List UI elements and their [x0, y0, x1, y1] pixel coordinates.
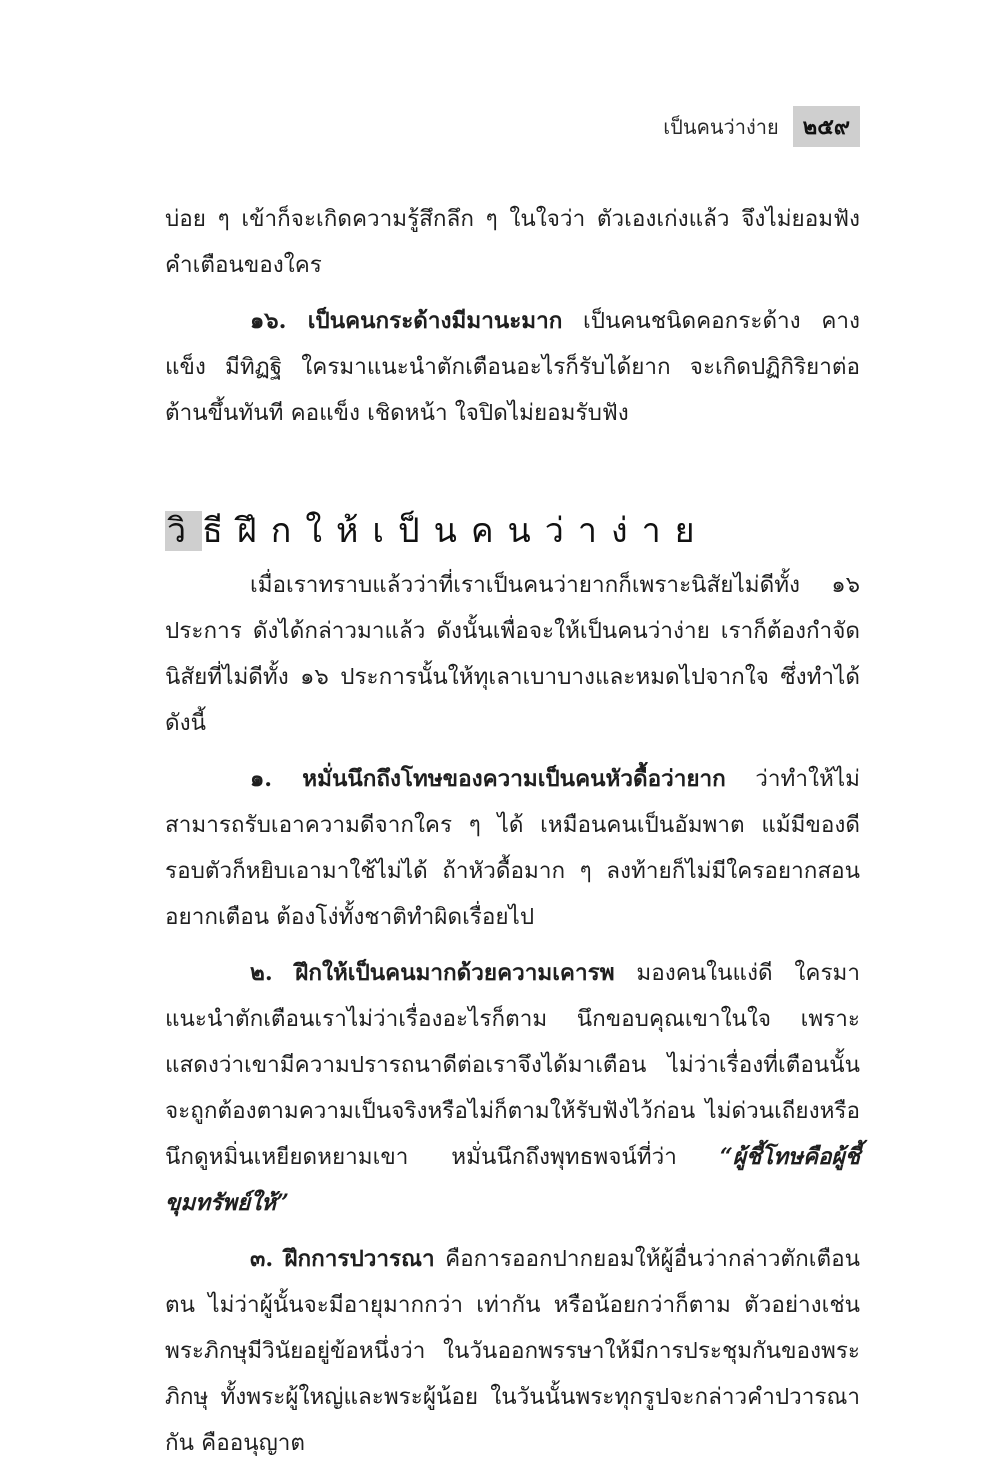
- item-3-body: คือการออกปากยอมให้ผู้อื่นว่ากล่าวตักเตือนตน ไม่ว่าผู้นั้นจะมีอายุมากกว่า เท่ากัน หรือน้อยกว่าก็ตาม ตัวอย่างเช่น พระภิกษุมีวินัยอยู่ข้อหนึ่งว่า ในวันออกพรรษาให้มีการประชุมกันของพระภิกษุ ทั้งพระผู้ใหญ่และพระผู้น้อย ในวันนั้นพระทุกรูปจะกล่าวคำปวารณากัน คืออนุญาต: [165, 1246, 860, 1456]
- item-2-quote: “ผู้ชี้โทษคือผู้ชี้ขุมทรัพย์ให้”: [165, 1144, 860, 1216]
- section-intro: เมื่อเราทราบแล้วว่าที่เราเป็นคนว่ายากก็เพราะนิสัยไม่ดีทั้ง ๑๖ ประการ ดังได้กล่าวมาแล้ว ดังนั้นเพื่อจะให้เป็นคนว่าง่าย เราก็ต้องกำจัดนิสัยที่ไม่ดีทั้ง ๑๖ ประการนั้นให้ทุเลาเบาบางและหมดไปจากใจ ซึ่งทำได้ดังนี้: [165, 572, 860, 736]
- paragraph-item-2: [165, 950, 860, 1226]
- page-body: [165, 196, 860, 1466]
- paragraph-item-16: [165, 298, 860, 436]
- page-number: ๒๕๙: [793, 106, 860, 147]
- running-title: เป็นคนว่าง่าย: [663, 114, 779, 139]
- item-16-body: เป็นคนชนิดคอกระด้าง คางแข็ง มีทิฏฐิ ใครมาแนะนำตักเตือนอะไรก็รับได้ยาก จะเกิดปฏิกิริยาต่อต้านขึ้นทันที คอแข็ง เชิดหน้า ใจปิดไม่ยอมรับฟัง: [165, 308, 860, 426]
- item-16-lead: ๑๖. เป็นคนกระด้างมีมานะมาก: [250, 308, 563, 334]
- item-2-body: มองคนในแง่ดี ใครมาแนะนำตักเตือนเราไม่ว่าเรื่องอะไรก็ตาม นึกขอบคุณเขาในใจ เพราะแสดงว่าเขามีความปรารถนาดีต่อเราจึงได้มาเตือน ไม่ว่าเรื่องที่เตือนนั้นจะถูกต้องตามความเป็นจริงหรือไม่ก็ตามให้รับฟังไว้ก่อน ไม่ด่วนเถียงหรือนึกดูหมิ่นเหยียดหยามเขา หมั่นนึกถึงพุทธพจน์ที่ว่า: [165, 960, 861, 1170]
- page-header: [663, 106, 860, 147]
- section-heading-rest: ธีฝึกให้เป็นคนว่าง่าย: [202, 511, 709, 551]
- paragraph-item-1: [165, 756, 860, 940]
- paragraph-continuation: บ่อย ๆ เข้าก็จะเกิดความรู้สึกลึก ๆ ในใจว่า ตัวเองเก่งแล้ว จึงไม่ยอมฟังคำเตือนของใคร: [165, 206, 860, 278]
- section-heading-first-letter: วิ: [167, 511, 201, 551]
- section-heading: [165, 506, 860, 556]
- item-2-lead: ๒. ฝึกให้เป็นคนมากด้วยความเคารพ: [250, 960, 615, 986]
- item-1-body: ว่าทำให้ไม่สามารถรับเอาความดีจากใคร ๆ ได้ เหมือนคนเป็นอัมพาต แม้มีของดีรอบตัวก็หยิบเอามาใช้ไม่ได้ ถ้าหัวดื้อมาก ๆ ลงท้ายก็ไม่มีใครอยากสอนอยากเตือน ต้องโง่ทั้งชาติทำผิดเรื่อยไป: [165, 766, 860, 930]
- item-1-lead: ๑. หมั่นนึกถึงโทษของความเป็นคนหัวดื้อว่ายาก: [250, 766, 726, 792]
- paragraph-item-3: [165, 1236, 860, 1466]
- item-3-lead: ๓. ฝึกการปวารณา: [250, 1246, 435, 1272]
